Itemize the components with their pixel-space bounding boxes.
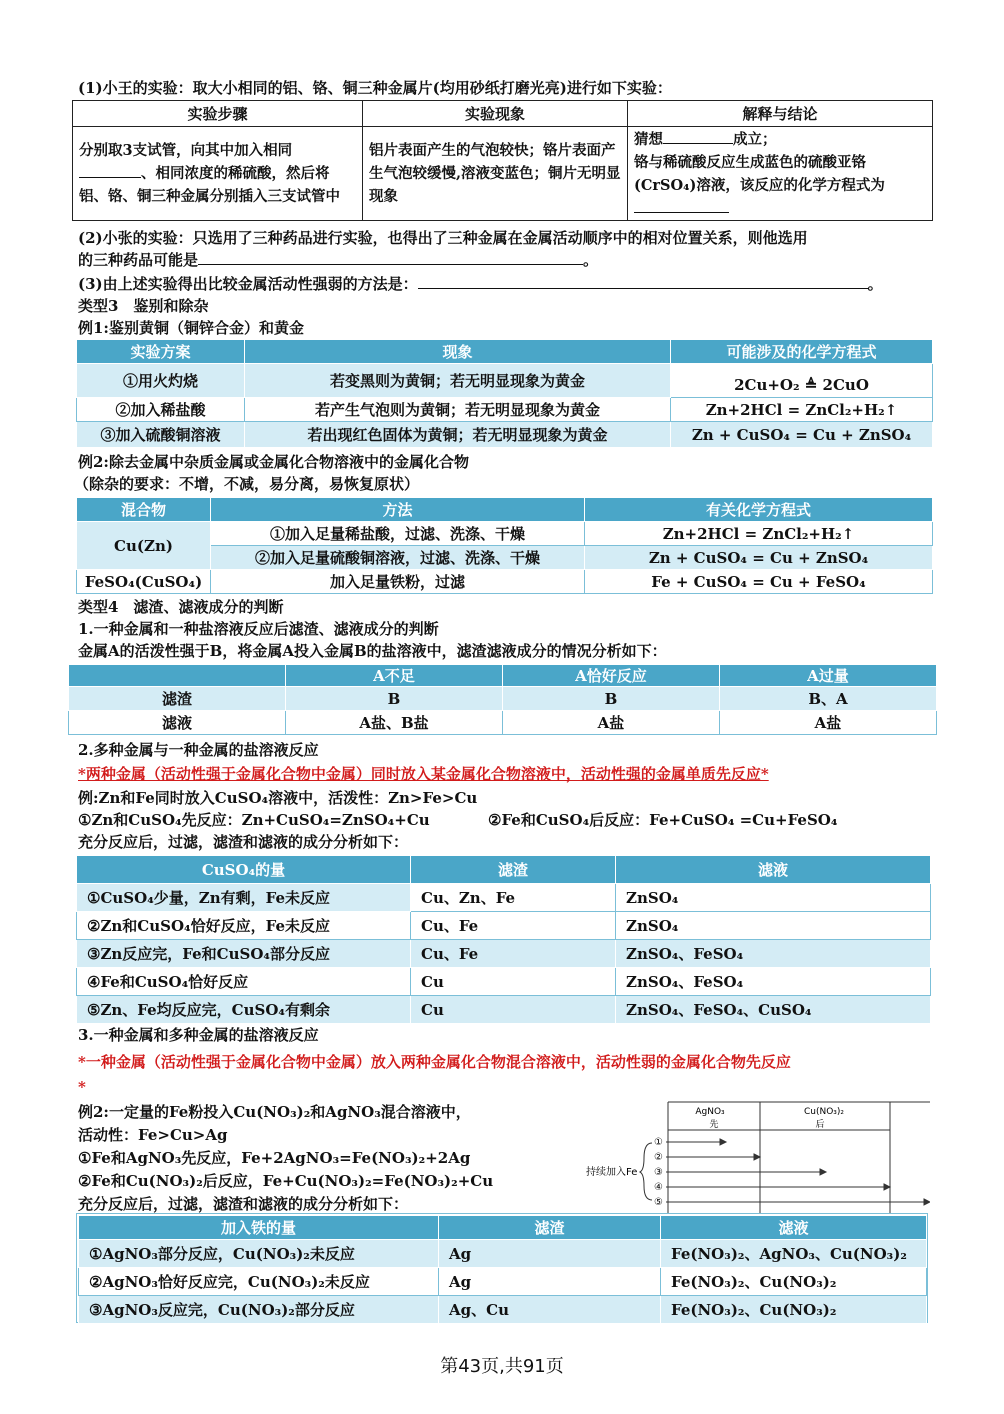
part-3-reaction-1: ①Fe和AgNO₃先反应，Fe+2AgNO₃=Fe(NO₃)₂+2Ag [78, 1149, 471, 1167]
part-2-reaction-2: ②Fe和CuSO₄后反应：Fe+CuSO₄ =Cu+FeSO₄ [488, 811, 838, 829]
type-4-heading: 类型4 滤渣、滤液成分的判断 [78, 598, 284, 616]
diagram-label: 持续加入Fe [586, 1167, 638, 1178]
table-cell: FeSO₄(CuSO₄) [77, 570, 211, 594]
question-2-line1: (2)小张的实验：只选用了三种药品进行实验，也得出了三种金属在金属活动顺序中的相对位置关系，则他选用 [78, 229, 808, 247]
table-cell: A盐 [720, 711, 937, 735]
experiment-table [72, 100, 933, 221]
table-cell: B [503, 687, 720, 711]
table-cell: Cu [411, 996, 616, 1024]
table-cell: 滤渣 [69, 687, 286, 711]
question-2-line2 [78, 250, 598, 270]
diagram-brace [640, 1143, 652, 1200]
table-cell: Fe(NO₃)₂、AgNO₃、Cu(NO₃)₂ [661, 1240, 927, 1268]
cuso4-table [76, 855, 931, 1024]
part-3-example: 例2:一定量的Fe粉投入Cu(NO₃)₂和AgNO₃混合溶液中， [78, 1103, 471, 1121]
reaction-order-diagram [580, 1098, 930, 1213]
table-cell: ZnSO₄、FeSO₄、CuSO₄ [616, 996, 931, 1024]
header-a-exact: A恰好反应 [503, 665, 720, 687]
table-cell: Cu、Fe [411, 912, 616, 940]
table-cell: ①用火灼烧 [77, 364, 245, 398]
diagram-col1-order: 先 [709, 1120, 719, 1130]
question-3-line [78, 274, 883, 294]
table-cell: ZnSO₄、FeSO₄ [616, 968, 931, 996]
header-filtrate: 滤液 [661, 1216, 927, 1240]
table-cell: Zn + CuSO₄ = Cu + ZnSO₄ [585, 546, 933, 570]
table-cell: ZnSO₄ [616, 912, 931, 940]
table-cell: ②加入足量硫酸铜溶液，过滤、洗涤、干燥 [211, 546, 585, 570]
diagram-col1: AgNO₃ [695, 1107, 725, 1117]
table-cell: Cu(Zn) [77, 522, 211, 570]
equation-blank[interactable] [634, 198, 729, 213]
question-3-blank[interactable] [418, 274, 868, 289]
table-cell: Cu [411, 968, 616, 996]
step-cell [73, 127, 363, 221]
header-empty [69, 665, 286, 687]
table-cell: ③AgNO₃反应完，Cu(NO₃)₂部分反应 [79, 1296, 439, 1324]
header-conclusion: 解释与结论 [628, 101, 933, 127]
table-cell: B [286, 687, 503, 711]
part-3-rule-star: * [78, 1078, 86, 1096]
part-1-desc: 金属A的活泼性强于B，将金属A投入金属B的盐溶液中，滤渣滤液成分的情况分析如下： [78, 642, 667, 660]
table-cell: 若出现红色固体为黄铜；若无明显现象为黄金 [245, 422, 671, 448]
part-1-title: 1.一种金属和一种盐溶液反应后滤渣、滤液成分的判断 [78, 620, 439, 638]
header-equation: 有关化学方程式 [585, 498, 933, 522]
conclusion-cell [628, 127, 933, 221]
header-method: 方法 [211, 498, 585, 522]
table-cell: Fe(NO₃)₂、Cu(NO₃)₂ [661, 1296, 927, 1324]
experiment-intro: (1)小王的实验：取大小相同的铝、铬、铜三种金属片(均用砂纸打磨光亮)进行如下实验： [78, 79, 672, 97]
table-cell: ②AgNO₃恰好反应完，Cu(NO₃)₂未反应 [79, 1268, 439, 1296]
header-phenomenon: 现象 [245, 340, 671, 364]
question-2-text: 的三种药品可能是 [78, 251, 199, 269]
table-cell: Fe(NO₃)₂、Cu(NO₃)₂ [661, 1268, 927, 1296]
table-cell: 若产生气泡则为黄铜；若无明显现象为黄金 [245, 398, 671, 422]
table-cell: A盐 [503, 711, 720, 735]
header-iron-amount: 加入铁的量 [79, 1216, 439, 1240]
table-cell: 2Cu+O₂ ≜ 2CuO [671, 364, 933, 398]
header-residue: 滤渣 [411, 856, 616, 884]
part-2-title: 2.多种金属与一种金属的盐溶液反应 [78, 741, 319, 759]
part-3-reaction-2: ②Fe和Cu(NO₃)₂后反应，Fe+Cu(NO₃)₂=Fe(NO₃)₂+Cu [78, 1172, 494, 1190]
table-cell: Zn + CuSO₄ = Cu + ZnSO₄ [671, 422, 933, 448]
table-cell: 滤液 [69, 711, 286, 735]
type-3-heading: 类型3 鉴别和除杂 [78, 297, 209, 315]
table-cell: Cu、Fe [411, 940, 616, 968]
example-2-note: （除杂的要求：不增，不减，易分离，易恢复原状） [74, 475, 420, 493]
diagram-mark-4: ④ [654, 1182, 663, 1193]
table-cell: 若变黑则为黄铜；若无明显现象为黄金 [245, 364, 671, 398]
header-residue: 滤渣 [439, 1216, 661, 1240]
header-amount: CuSO₄的量 [77, 856, 411, 884]
diagram-mark-3: ③ [654, 1167, 663, 1178]
table-cell: ③加入硫酸铜溶液 [77, 422, 245, 448]
table-cell: ④Fe和CuSO₄恰好反应 [77, 968, 411, 996]
table-cell: B、A [720, 687, 937, 711]
header-step: 实验步骤 [73, 101, 363, 127]
table-cell: Ag、Cu [439, 1296, 661, 1324]
part-2-reaction-1: ①Zn和CuSO₄先反应：Zn+CuSO₄=ZnSO₄+Cu [78, 811, 430, 829]
table-cell: 加入足量铁粉，过滤 [211, 570, 585, 594]
table-cell: ZnSO₄、FeSO₄ [616, 940, 931, 968]
table-cell: Zn+2HCl = ZnCl₂+H₂↑ [671, 398, 933, 422]
table-cell: Cu、Zn、Fe [411, 884, 616, 912]
agno3-table [78, 1215, 927, 1324]
header-a-insufficient: A不足 [286, 665, 503, 687]
table-cell: ZnSO₄ [616, 884, 931, 912]
guess-blank[interactable] [663, 129, 733, 144]
part-2-example: 例:Zn和Fe同时放入CuSO₄溶液中，活泼性：Zn>Fe>Cu [78, 789, 478, 807]
conclusion-text-b: 成立； [733, 130, 777, 148]
purification-table [76, 497, 933, 594]
table-cell: ②加入稀盐酸 [77, 398, 245, 422]
table-cell: ⑤Zn、Fe均反应完，CuSO₄有剩余 [77, 996, 411, 1024]
header-equation: 可能涉及的化学方程式 [671, 340, 933, 364]
header-mixture: 混合物 [77, 498, 211, 522]
part-3-activity: 活动性：Fe>Cu>Ag [78, 1126, 228, 1144]
question-3-text: (3)由上述实验得出比较金属活动性强弱的方法是： [78, 275, 418, 293]
table-cell: Fe + CuSO₄ = Cu + FeSO₄ [585, 570, 933, 594]
example-2-title: 例2:除去金属中杂质金属或金属化合物溶液中的金属化合物 [78, 453, 469, 471]
diagram-mark-1: ① [654, 1137, 663, 1148]
table-cell: Ag [439, 1268, 661, 1296]
table-cell: ②Zn和CuSO₄恰好反应，Fe未反应 [77, 912, 411, 940]
part-2-rule: *两种金属（活动性强于金属化合物中金属）同时放入某金属化合物溶液中，活动性强的金属单质先反应* [78, 765, 769, 783]
identification-table [76, 339, 933, 448]
table-cell: Zn+2HCl = ZnCl₂+H₂↑ [585, 522, 933, 546]
header-filtrate: 滤液 [616, 856, 931, 884]
header-phenomenon: 实验现象 [363, 101, 628, 127]
diagram-mark-2: ② [654, 1152, 663, 1163]
question-2-end: 。 [583, 251, 599, 269]
table-cell: ①CuSO₄少量，Zn有剩，Fe未反应 [77, 884, 411, 912]
conclusion-text-a: 猜想 [634, 130, 663, 148]
table-cell: ③Zn反应完，Fe和CuSO₄部分反应 [77, 940, 411, 968]
part-3-title: 3.一种金属和多种金属的盐溶液反应 [78, 1026, 319, 1044]
diagram-col2: Cu(NO₃)₂ [803, 1107, 845, 1117]
step-text-a: 分别取3支试管，向其中加入相同 [79, 142, 293, 159]
page-number: 第43页,共91页 [440, 1356, 564, 1377]
part-3-rule: *一种金属（活动性强于金属化合物中金属）放入两种金属化合物混合溶液中，活动性弱的金属化合物先反应 [78, 1053, 791, 1071]
step-blank[interactable] [79, 163, 141, 178]
single-salt-table [68, 664, 937, 735]
header-scheme: 实验方案 [77, 340, 245, 364]
step-text-b: 、相同浓度的稀硫酸，然后将铝、铬、铜三种金属分别插入三支试管中 [79, 165, 340, 205]
table-cell: ①AgNO₃部分反应，Cu(NO₃)₂未反应 [79, 1240, 439, 1268]
table-cell: Ag [439, 1240, 661, 1268]
example-1-title: 例1:鉴别黄铜（铜锌合金）和黄金 [78, 319, 304, 337]
conclusion-text-c: 铬与稀硫酸反应生成蓝色的硫酸亚铬(CrSO₄)溶液，该反应的化学方程式为 [634, 153, 885, 194]
table-cell: ①加入足量稀盐酸，过滤、洗涤、干燥 [211, 522, 585, 546]
question-2-blank[interactable] [198, 250, 583, 265]
diagram-mark-5: ⑤ [654, 1197, 663, 1208]
part-3-after: 充分反应后，过滤，滤渣和滤液的成分分析如下： [78, 1195, 409, 1213]
question-3-end: 。 [867, 275, 883, 293]
header-a-excess: A过量 [720, 665, 937, 687]
table-cell: A盐、B盐 [286, 711, 503, 735]
part-2-after: 充分反应后，过滤，滤渣和滤液的成分分析如下： [78, 833, 409, 851]
phenomenon-cell: 铝片表面产生的气泡较快；铬片表面产生气泡较缓慢,溶液变蓝色；铜片无明显现象 [363, 127, 628, 221]
diagram-col2-order: 后 [815, 1120, 825, 1130]
